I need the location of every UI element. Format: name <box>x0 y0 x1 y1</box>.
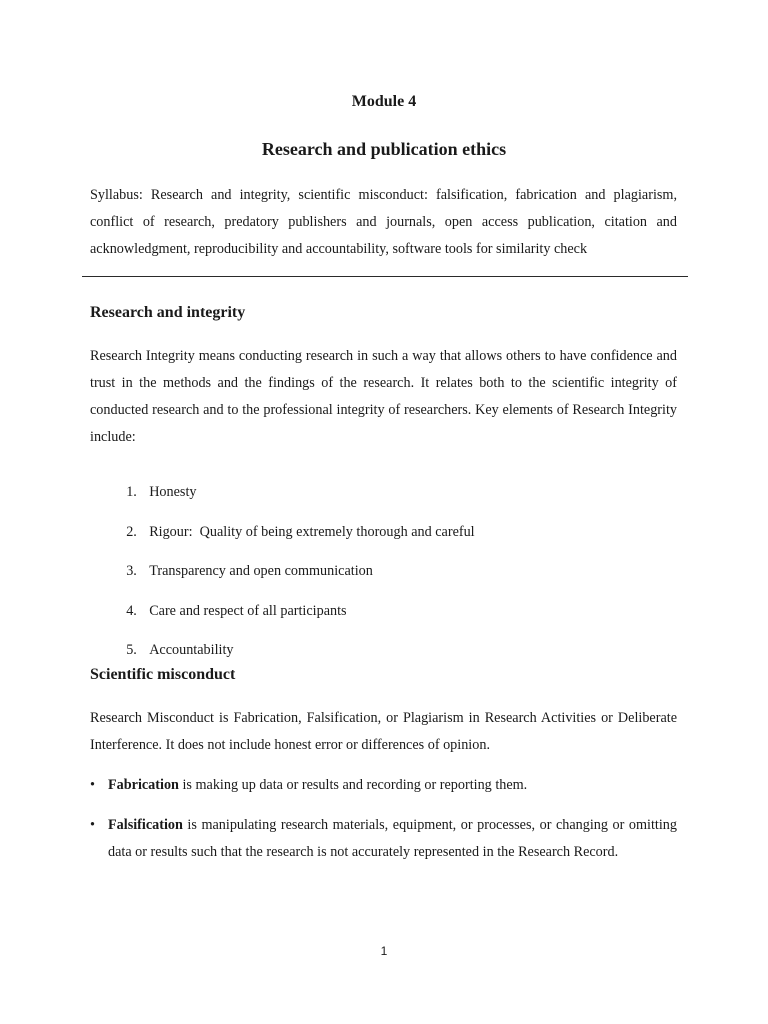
list-number: 4. <box>126 603 137 619</box>
section-heading-misconduct: Scientific misconduct <box>90 666 236 683</box>
section-heading-integrity: Research and integrity <box>90 304 246 321</box>
bullet-body <box>108 772 677 799</box>
bullet-term: Falsification <box>108 817 183 833</box>
page-title: Research and publication ethics <box>261 139 507 159</box>
list-number: 1. <box>126 484 137 500</box>
page-number: 1 <box>380 944 388 958</box>
list-number: 5. <box>126 642 137 658</box>
bullet-icon: • <box>90 817 95 833</box>
syllabus-text: Syllabus: Research and integrity, scientific misconduct: falsification, fabrication and plagiarism, conflict of research, predatory publishers and journals, open access publication, citation and acknowledgment, reproducibility and accountability, software tools for similarity check <box>90 187 677 257</box>
bullet-text: is manipulating research materials, equipment, or processes, or changing or omitting data or results such that the research is not accurately represented in the Research Record. <box>108 817 677 860</box>
bullet-item-fabrication <box>90 772 677 799</box>
list-text: Rigour: Quality of being extremely thorough and careful <box>149 524 475 540</box>
list-text: Care and respect of all participants <box>149 603 347 619</box>
horizontal-divider <box>82 276 688 277</box>
bullet-body <box>108 812 677 866</box>
list-text: Transparency and open communication <box>149 563 373 579</box>
list-number: 3. <box>126 563 137 579</box>
integrity-paragraph: Research Integrity means conducting research in such a way that allows others to have confidence and trust in the methods and the findings of the research. It relates both to the scientific integrity of conducted research and to the professional integrity of researchers. Key elements of Research Integrity include: <box>90 348 677 445</box>
bullet-item-falsification <box>90 812 677 866</box>
list-text: Honesty <box>149 484 197 500</box>
list-text: Accountability <box>149 642 234 658</box>
misconduct-paragraph: Research Misconduct is Fabrication, Falsification, or Plagiarism in Research Activities or Deliberate Interference. It does not include honest error or differences of opinion. <box>90 710 677 753</box>
module-label: Module 4 <box>351 93 417 110</box>
bullet-icon: • <box>90 777 95 793</box>
list-number: 2. <box>126 524 137 540</box>
bullet-term: Fabrication <box>108 777 179 793</box>
bullet-text: is making up data or results and recording or reporting them. <box>178 777 528 793</box>
